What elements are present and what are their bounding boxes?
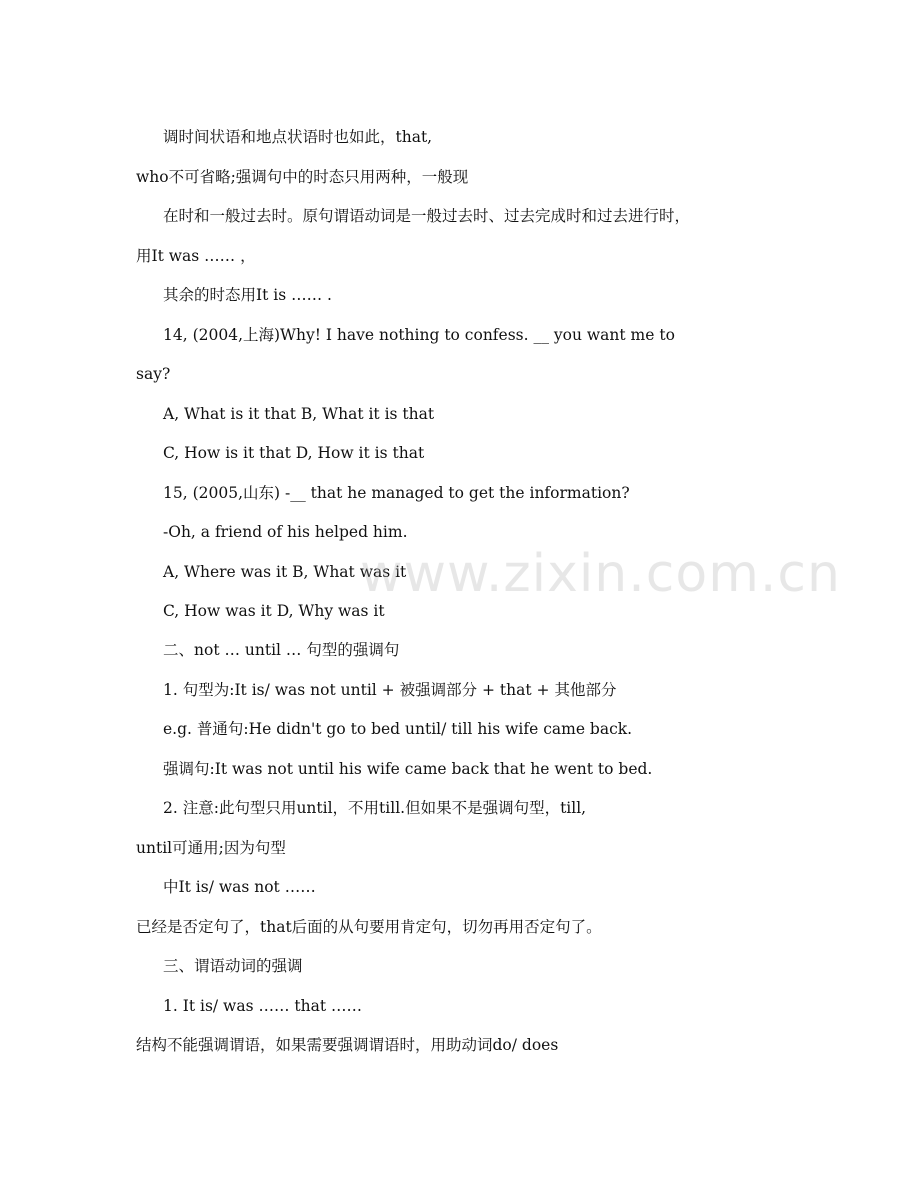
section-heading: 二、not … until … 句型的强调句: [163, 641, 400, 659]
watermark: www.zixin.com.cn: [360, 544, 841, 604]
question-14: 14, (2004,上海)Why! I have nothing to confess. __ you want me to: [163, 326, 675, 344]
text-line: 2. 注意:此句型只用until，不用till.但如果不是强调句型，till,: [163, 799, 587, 817]
text-line: 其余的时态用It is …… .: [163, 286, 332, 304]
text-line: 已经是否定句了，that后面的从句要用肯定句，切勿再用否定句了。: [136, 918, 602, 936]
question-15: 15, (2005,山东) -__ that he managed to get the information?: [163, 484, 630, 502]
answer-options: C, How was it D, Why was it: [163, 602, 385, 620]
answer-options: A, What is it that B, What it is that: [163, 405, 435, 423]
text-line: 中It is/ was not ……: [163, 878, 316, 896]
text-line: 结构不能强调谓语，如果需要强调谓语时，用助动词do/ does: [136, 1036, 559, 1054]
text-line: 用It was …… ，: [136, 247, 256, 265]
answer-options: C, How is it that D, How it is that: [163, 444, 425, 462]
text-line: 调时间状语和地点状语时也如此，that,: [163, 128, 433, 146]
text-line: e.g. 普通句:He didn't go to bed until/ till his wife came back.: [163, 720, 633, 738]
text-line: 强调句:It was not until his wife came back that he went to bed.: [163, 760, 653, 778]
answer-options: A, Where was it B, What was it: [163, 563, 407, 581]
section-heading: 三、谓语动词的强调: [163, 957, 303, 975]
text-line: -Oh, a friend of his helped him.: [163, 523, 408, 541]
text-line: until可通用;因为句型: [136, 839, 286, 857]
text-line: who不可省略;强调句中的时态只用两种，一般现: [136, 168, 469, 186]
text-line: 1. It is/ was …… that ……: [163, 997, 362, 1015]
text-line: 1. 句型为:It is/ was not until + 被强调部分 + that + 其他部分: [163, 681, 617, 699]
text-line: say?: [136, 365, 171, 383]
text-line: 在时和一般过去时。原句谓语动词是一般过去时、过去完成时和过去进行时，: [163, 207, 691, 225]
